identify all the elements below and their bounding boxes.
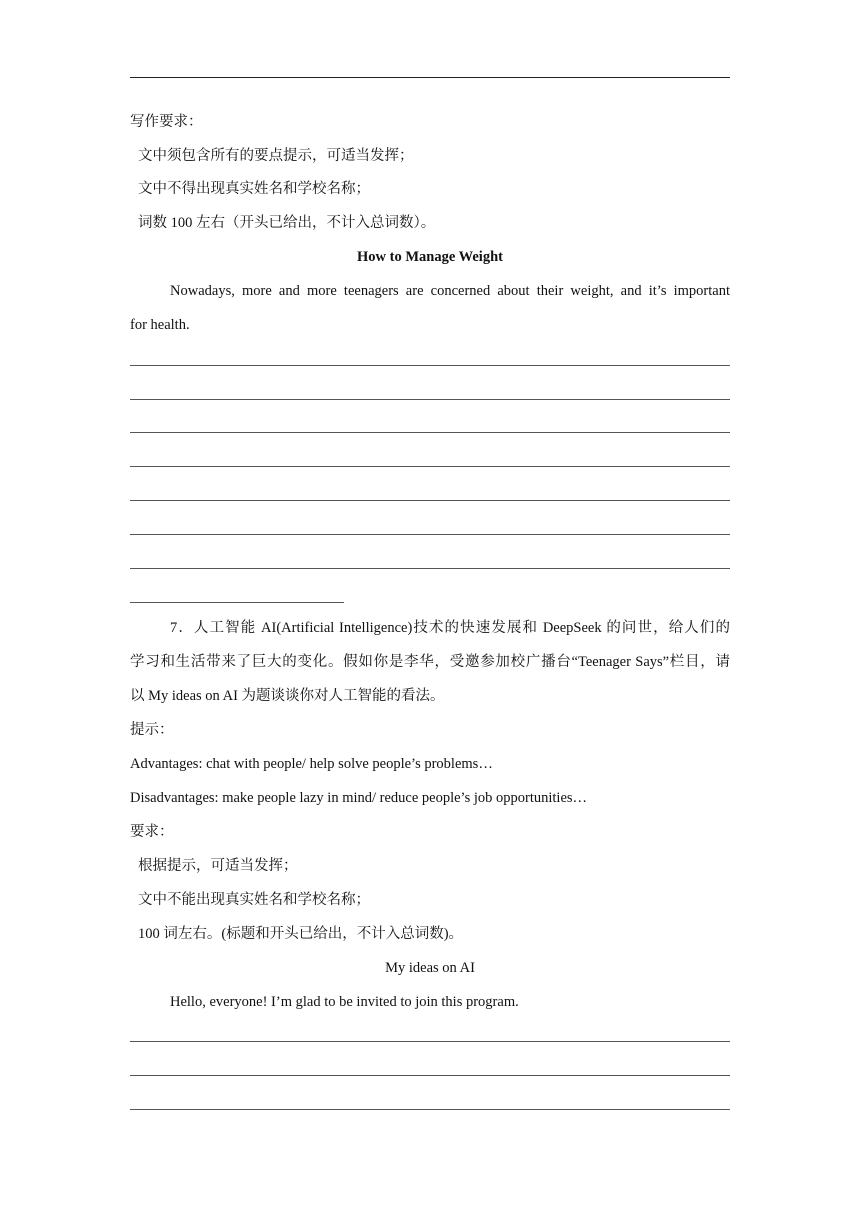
q7-requirement-3: 100 词左右。(标题和开头已给出，不计入总词数)。 [138,926,464,942]
q7-requirement-2: 文中不能出现真实姓名和学校名称； [138,892,370,908]
q6-essay-title: How to Manage Weight [357,249,503,265]
q7-hints-heading: 提示： [130,722,174,738]
q7-requirements-heading: 要求： [130,824,174,840]
q7-advantages: Advantages: chat with people/ help solve people’s problems… [130,756,493,772]
q7-essay-title: My ideas on AI [385,960,475,976]
q6-opening-line-2: for health. [130,317,190,333]
q7-answer-line-3 [130,1109,730,1110]
q6-answer-line-7 [130,568,730,569]
header-rule [130,77,730,78]
q7-disadvantages: Disadvantages: make people lazy in mind/ reduce people’s job opportunities… [130,790,588,806]
q6-answer-line-1 [130,365,730,366]
q6-answer-line-4 [130,466,730,467]
q7-opening: Hello, everyone! I’m glad to be invited to join this program. [170,994,519,1010]
q7-prompt-line-1: 7．人工智能 AI(Artificial Intelligence)技术的快速发展和 DeepSeek 的问世，给人们的 [170,620,730,636]
q6-requirement-3: 词数 100 左右（开头已给出，不计入总词数）。 [138,215,436,231]
q7-prompt-line-3: 以 My ideas on AI 为题谈谈你对人工智能的看法。 [130,688,445,704]
q7-answer-line-2 [130,1075,730,1076]
q6-requirement-2: 文中不得出现真实姓名和学校名称； [138,181,370,197]
q6-answer-line-3 [130,432,730,433]
q7-answer-line-1 [130,1041,730,1042]
q6-requirements-heading: 写作要求： [130,114,203,130]
q6-answer-line-6 [130,534,730,535]
q6-opening-line-1: Nowadays, more and more teenagers are concerned about their weight, and it’s important [170,283,730,299]
q6-answer-line-2 [130,399,730,400]
q6-answer-line-5 [130,500,730,501]
q7-requirement-1: 根据提示，可适当发挥； [138,858,298,874]
q6-requirement-1: 文中须包含所有的要点提示，可适当发挥； [138,148,414,164]
q6-answer-line-8 [130,602,344,603]
q7-prompt-line-2: 学习和生活带来了巨大的变化。假如你是李华，受邀参加校广播台“Teenager Says”栏目，请 [130,654,730,670]
